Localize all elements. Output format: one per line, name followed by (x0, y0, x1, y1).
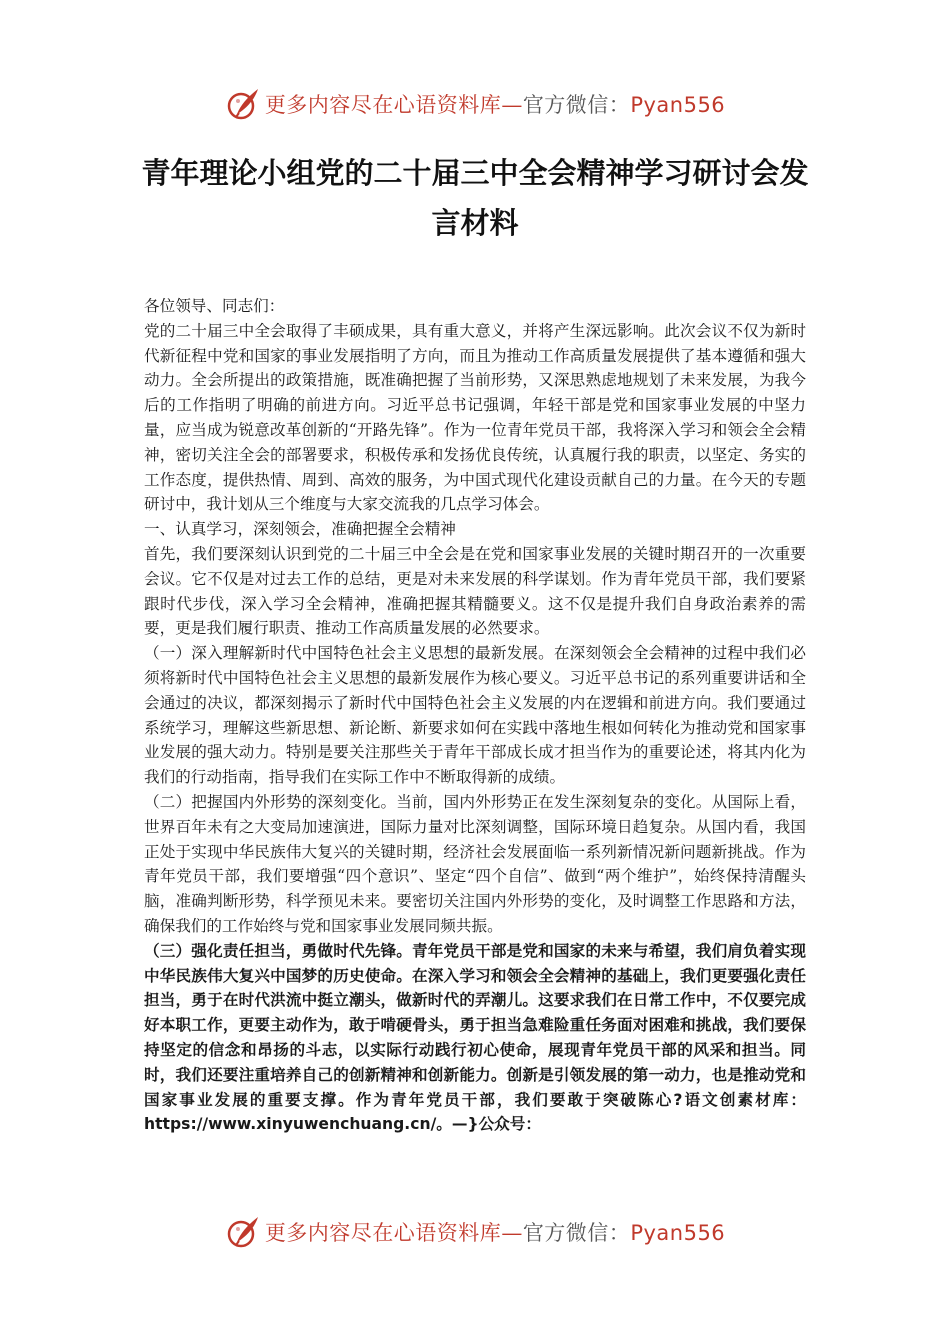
paragraph-subsection-1: （一）深入理解新时代中国特色社会主义思想的最新发展。在深刻领会全会精神的过程中我们必须将新时代中国特色社会主义思想的最新发展作为核心要义。习近平总书记的系列重要讲话和全会通过的决议，都深刻揭示了新时代中国特色社会主义发展的内在逻辑和前进方向。我们要通过系统学习，理解这些新思想、新论断、新要求如何在实践中落地生根如何转化为推动党和国家事业发展的强大动力。特别是要关注那些关于青年干部成长成才担当作为的重要论述，将其内化为我们的行动指南，指导我们在实际工作中不断取得新的成绩。 (144, 644, 806, 787)
quill-pen-icon (225, 86, 261, 122)
watermark-banner-bottom (0, 1212, 950, 1252)
watermark-dash: — (501, 1221, 523, 1245)
watermark-wechat-id: Pyan556 (630, 1221, 726, 1245)
watermark-wechat-id: Pyan556 (630, 93, 726, 117)
watermark-banner-top (0, 84, 950, 124)
section-heading-1: 一、认真学习，深刻领会，准确把握全会精神 (144, 520, 456, 539)
watermark-wechat-label: 官方微信： (522, 1221, 631, 1245)
quill-pen-icon (225, 1214, 261, 1250)
watermark-wechat-label: 官方微信： (522, 93, 631, 117)
watermark-dash: — (501, 93, 523, 117)
watermark-brand-text: 更多内容尽在心语资料库 (264, 93, 502, 117)
paragraph-intro: 党的二十届三中全会取得了丰硕成果，具有重大意义，并将产生深远影响。此次会议不仅为新时代新征程中党和国家的事业发展指明了方向，而且为推动工作高质量发展提供了基本遵循和强大动力。全会所提出的政策措施，既准确把握了当前形势，又深思熟虑地规划了未来发展，为我今后的工作指明了明确的前进方向。习近平总书记强调，年轻干部是党和国家事业发展的中坚力量，应当成为锐意改革创新的“开路先锋”。作为一位青年党员干部，我将深入学习和领会全会精神，密切关注全会的部署要求，积极传承和发扬优良传统，认真履行我的职责，以坚定、务实的工作态度，提供热情、周到、高效的服务，为中国式现代化建设贡献自己的力量。在今天的专题研讨中，我计划从三个维度与大家交流我的几点学习体会。 (144, 321, 806, 514)
paragraph-subsection-3: （三）强化责任担当，勇做时代先锋。青年党员干部是党和国家的未来与希望，我们肩负着实现中华民族伟大复兴中国梦的历史使命。在深入学习和领会全会精神的基础上，我们更要强化责任担当，勇于在时代洪流中挺立潮头，做新时代的弄潮儿。这要求我们在日常工作中，不仅要完成好本职工作，更要主动作为，敢于啃硬骨头，勇于担当急难险重任务面对困难和挑战，我们要保持坚定的信念和昂扬的斗志，以实际行动践行初心使命，展现青年党员干部的风采和担当。同时，我们还要注重培养自己的创新精神和创新能力。创新是引领发展的第一动力，也是推动党和国家事业发展的重要支撑。作为青年党员干部，我们要敢于突破陈心?语文创素材库：https://www.xinyuwenchuang.cn/。—}公众号： (144, 941, 806, 1134)
paragraph-subsection-2: （二）把握国内外形势的深刻变化。当前，国内外形势正在发生深刻复杂的变化。从国际上看，世界百年未有之大变局加速演进，国际力量对比深刻调整，国际环境日趋复杂。从国内看，我国正处于实现中华民族伟大复兴的关键时期，经济社会发展面临一系列新情况新问题新挑战。作为青年党员干部，我们要增强“四个意识”、坚定“四个自信”、做到“两个维护”，始终保持清醒头脑，准确判断形势，科学预见未来。要密切关注国内外形势的变化，及时调整工作思路和方法，确保我们的工作始终与党和国家事业发展同频共振。 (144, 792, 806, 935)
watermark-brand-text: 更多内容尽在心语资料库 (264, 1221, 502, 1245)
document-body (144, 294, 806, 1137)
greeting: 各位领导、同志们： (144, 297, 285, 315)
paragraph-section-1: 首先，我们要深刻认识到党的二十届三中全会是在党和国家事业发展的关键时期召开的一次重要会议。它不仅是对过去工作的总结，更是对未来发展的科学谋划。作为青年党员干部，我们要紧跟时代步伐，深入学习全会精神，准确把握其精髓要义。这不仅是提升我们自身政治素养的需要，更是我们履行职责、推动工作高质量发展的必然要求。 (144, 544, 806, 638)
document-title: 青年理论小组党的二十届三中全会精神学习研讨会发言材料 (141, 156, 809, 240)
